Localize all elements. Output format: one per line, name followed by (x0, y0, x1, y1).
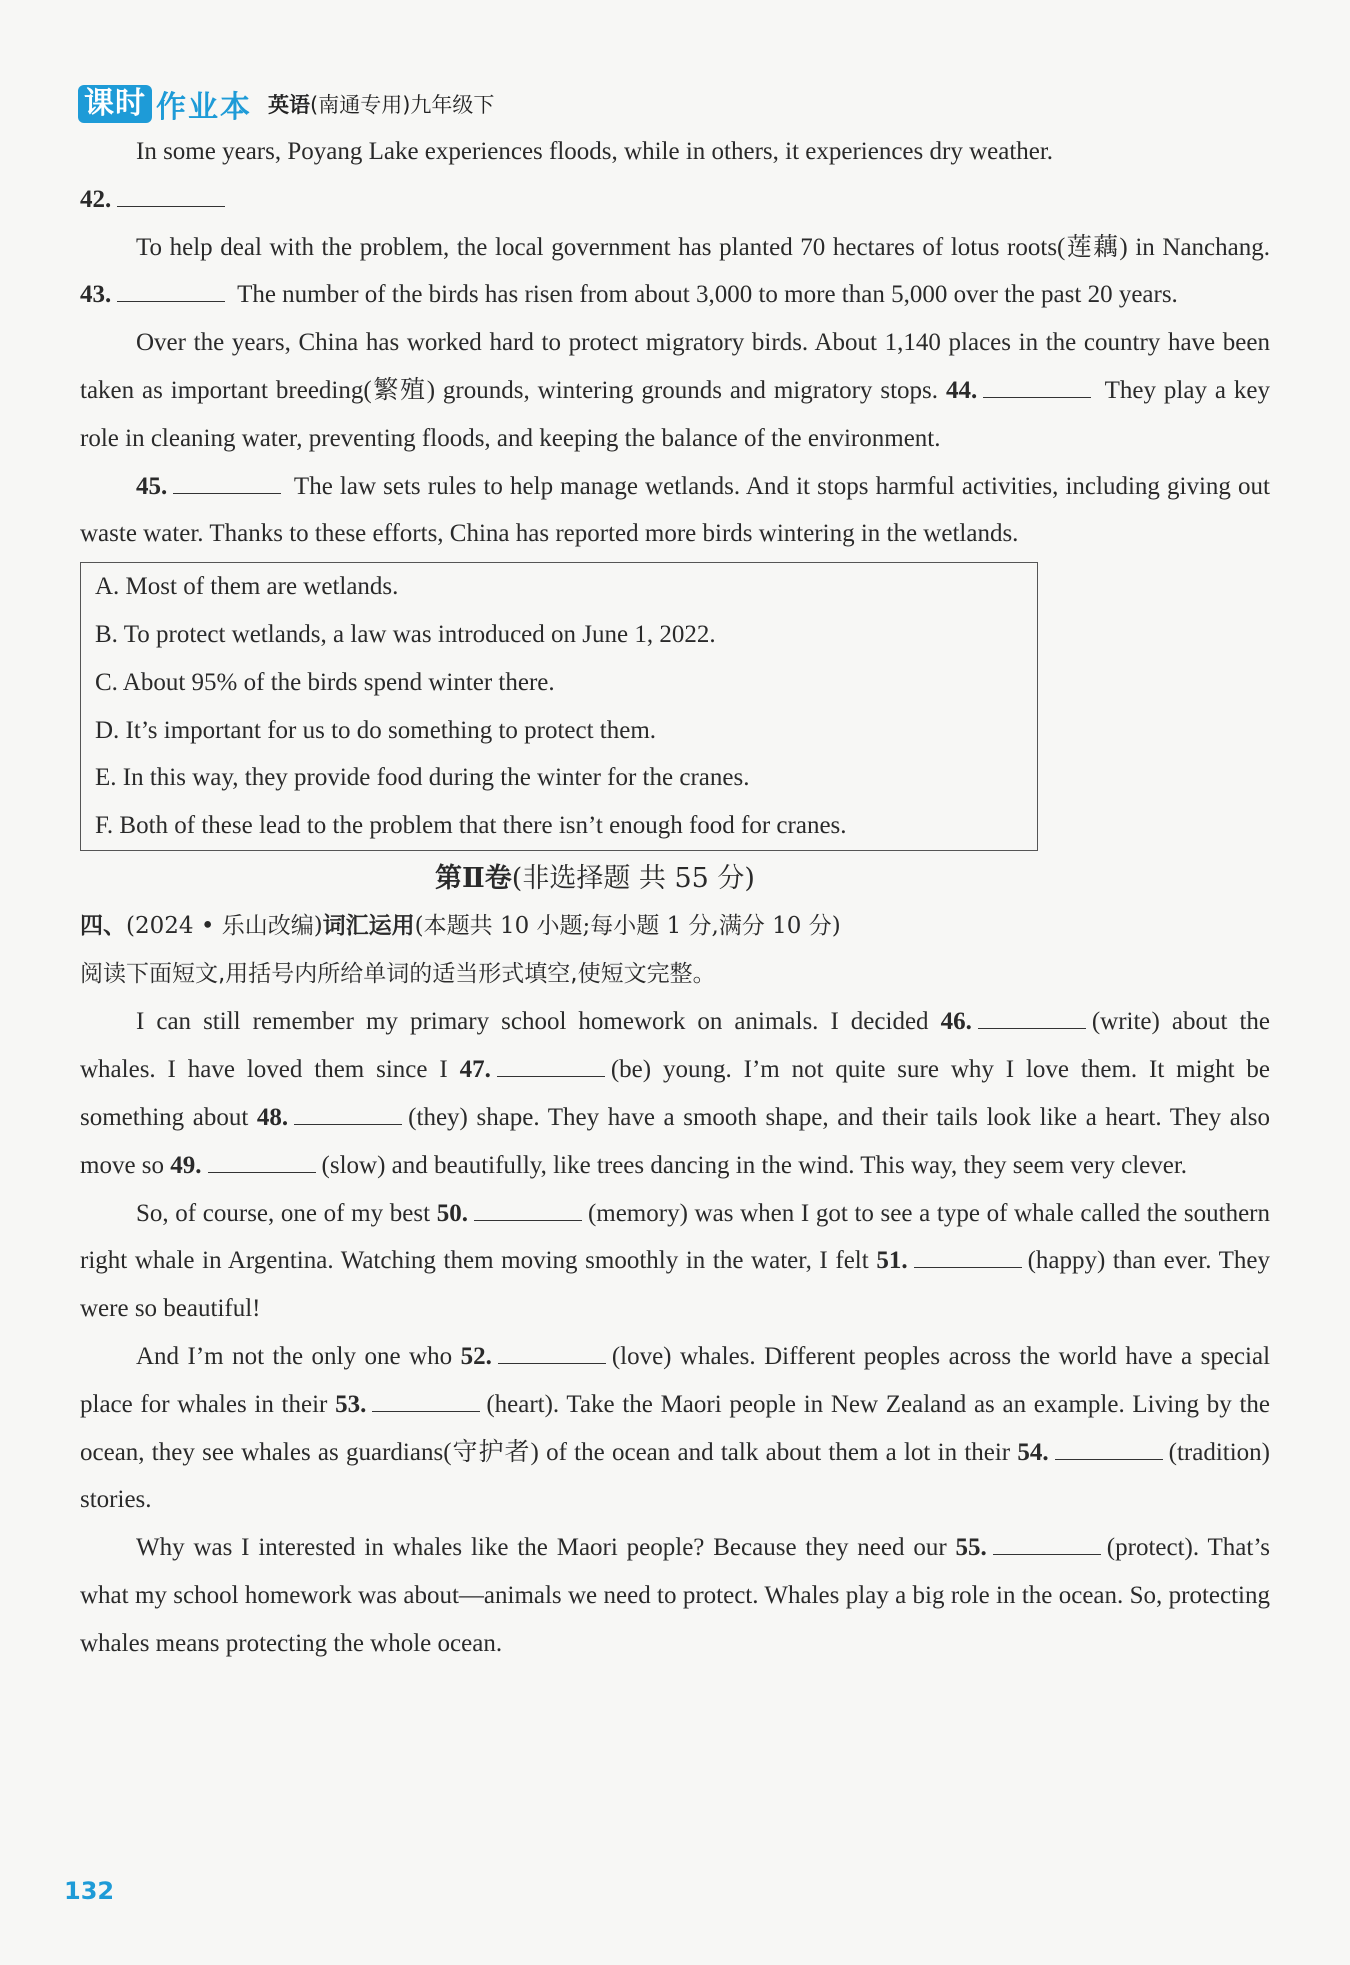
question-number: 47. (459, 1056, 491, 1084)
passage-text: (be) young. I’m not quite sure why I love them. It might be something about (80, 1056, 1270, 1131)
question-number: 53. (335, 1390, 367, 1418)
brand-logo (78, 82, 252, 126)
section-title (80, 855, 1270, 903)
question-number: 44. (945, 376, 978, 404)
question-number: 45. (136, 472, 168, 500)
part4-name: 词汇运用 (322, 912, 415, 939)
subject-name: 英语 (268, 93, 310, 117)
part4-instruction: 阅读下面短文,用括号内所给单词的适当形式填空,使短文完整。 (80, 960, 716, 987)
passage1-paragraph (80, 319, 1270, 462)
question-number: 50. (436, 1199, 468, 1227)
passage-text: (happy) than ever. They were so beautiful! (80, 1247, 1271, 1323)
question-number: 48. (256, 1103, 289, 1131)
passage-text: Over the years, China has worked hard to protect migratory birds. About 1,140 places in the country have been taken as important breeding(繁殖) grounds, wintering grounds and migratory stops. (80, 329, 1270, 404)
answer-blank-48[interactable] (294, 1100, 402, 1125)
option-c: C. About 95% of the birds spend winter there. (95, 668, 555, 696)
passage-text: (slow) and beautifully, like trees dancing in the wind. This way, they seem very clever. (321, 1151, 1188, 1179)
passage-text: (they) shape. They have a smooth shape, and their tails look like a heart. They also move so (80, 1103, 1270, 1179)
passage-text: So, of course, one of my best (136, 1199, 431, 1227)
question-number: 43. (80, 281, 112, 309)
passage-text: And I’m not the only one who (136, 1342, 453, 1370)
brand-box: 课时 (78, 85, 152, 123)
passage1-paragraph (80, 224, 1270, 320)
option-a: A. Most of them are wetlands. (95, 573, 399, 601)
passage-text: They play a key role in cleaning water, preventing floods, and keeping the balance of the environment. (80, 376, 1270, 452)
passage1-paragraph (80, 463, 1270, 559)
options-box (80, 562, 1038, 851)
page-content (80, 128, 1270, 1668)
question-number: 49. (170, 1151, 202, 1179)
passage-text: (love) whales. Different peoples across the world have a special place for whales in their (80, 1342, 1271, 1418)
option-e: E. In this way, they provide food during the winter for the cranes. (95, 764, 750, 792)
page-number: 132 (64, 1877, 115, 1905)
passage-text: (memory) was when I got to see a type of whale called the southern right whale in Argentina. Watching them moving smoothly in the water, I felt (80, 1199, 1271, 1275)
passage2-paragraph (80, 1333, 1270, 1524)
passage2-paragraph (80, 1524, 1270, 1667)
passage-text: (protect). That’s what my school homework was about—animals we need to protect. Whales play a big role in the ocean. So, protecting whales means protecting the whole ocean. (80, 1534, 1270, 1657)
part4-label: 四、 (80, 912, 126, 939)
question-number: 51. (876, 1247, 908, 1275)
passage-text: The law sets rules to help manage wetlands. And it stops harmful activities, including giving out waste water. Thanks to these efforts, China has reported more birds wintering in the wetlands. (80, 472, 1270, 548)
passage-text: Why was I interested in whales like the Maori people? Because they need our (136, 1534, 947, 1562)
answer-blank-45[interactable] (173, 469, 281, 494)
edition-label: (南通专用)九年级下 (310, 93, 495, 117)
passage-text: To help deal with the problem, the local government has planted 70 hectares of lotus roots(莲藕) in Nanchang. (136, 233, 1270, 261)
part4-heading (80, 903, 1270, 951)
answer-blank-50[interactable] (474, 1196, 582, 1221)
passage-text: I can still remember my primary school homework on animals. I decided (136, 1008, 929, 1036)
answer-blank-51[interactable] (914, 1243, 1022, 1268)
answer-blank-54[interactable] (1055, 1435, 1163, 1460)
answer-blank-49[interactable] (208, 1148, 316, 1173)
option-b: B. To protect wetlands, a law was introduced on June 1, 2022. (95, 620, 716, 648)
passage-text: (heart). Take the Maori people in New Zealand as an example. Living by the ocean, they see whales as guardians(守护者) of the ocean and talk about them a lot in their (80, 1390, 1270, 1466)
page-header (78, 82, 494, 126)
passage2-paragraph (80, 998, 1270, 1189)
passage-text: The number of the birds has risen from about 3,000 to more than 5,000 over the past 20 years. (237, 281, 1178, 309)
option-f: F. Both of these lead to the problem that there isn’t enough food for cranes. (95, 812, 847, 840)
brand-name: 作业本 (156, 90, 252, 125)
question-number: 46. (940, 1008, 972, 1036)
part4-detail: (本题共 10 小题;每小题 1 分,满分 10 分) (414, 912, 841, 939)
question-number: 55. (955, 1534, 987, 1562)
passage-text: (tradition) stories. (80, 1438, 1271, 1514)
passage2-paragraph (80, 1190, 1270, 1333)
answer-blank-44[interactable] (983, 373, 1091, 398)
answer-blank-55[interactable] (993, 1530, 1101, 1555)
question-number: 52. (460, 1342, 492, 1370)
passage1-paragraph: In some years, Poyang Lake experiences floods, while in others, it experiences dry weather. (136, 138, 1054, 165)
question-number: 54. (1017, 1438, 1049, 1466)
question-number: 42. (80, 185, 112, 213)
question-42 (80, 176, 1270, 224)
section-title-rest: (非选择题 共 55 分) (511, 862, 755, 894)
answer-blank-46[interactable] (978, 1004, 1086, 1029)
answer-blank-47[interactable] (497, 1052, 605, 1077)
section-title-bold: 第Ⅱ卷 (435, 862, 512, 894)
subject-label (268, 89, 494, 119)
answer-blank-43[interactable] (117, 277, 225, 302)
part4-source: (2024 • 乐山改编) (126, 912, 323, 939)
answer-blank-53[interactable] (372, 1387, 480, 1412)
option-d: D. It’s important for us to do something to protect them. (95, 716, 657, 744)
passage-text: (write) about the whales. I have loved them since I (80, 1008, 1270, 1084)
answer-blank-52[interactable] (498, 1339, 606, 1364)
answer-blank-42[interactable] (117, 182, 225, 207)
